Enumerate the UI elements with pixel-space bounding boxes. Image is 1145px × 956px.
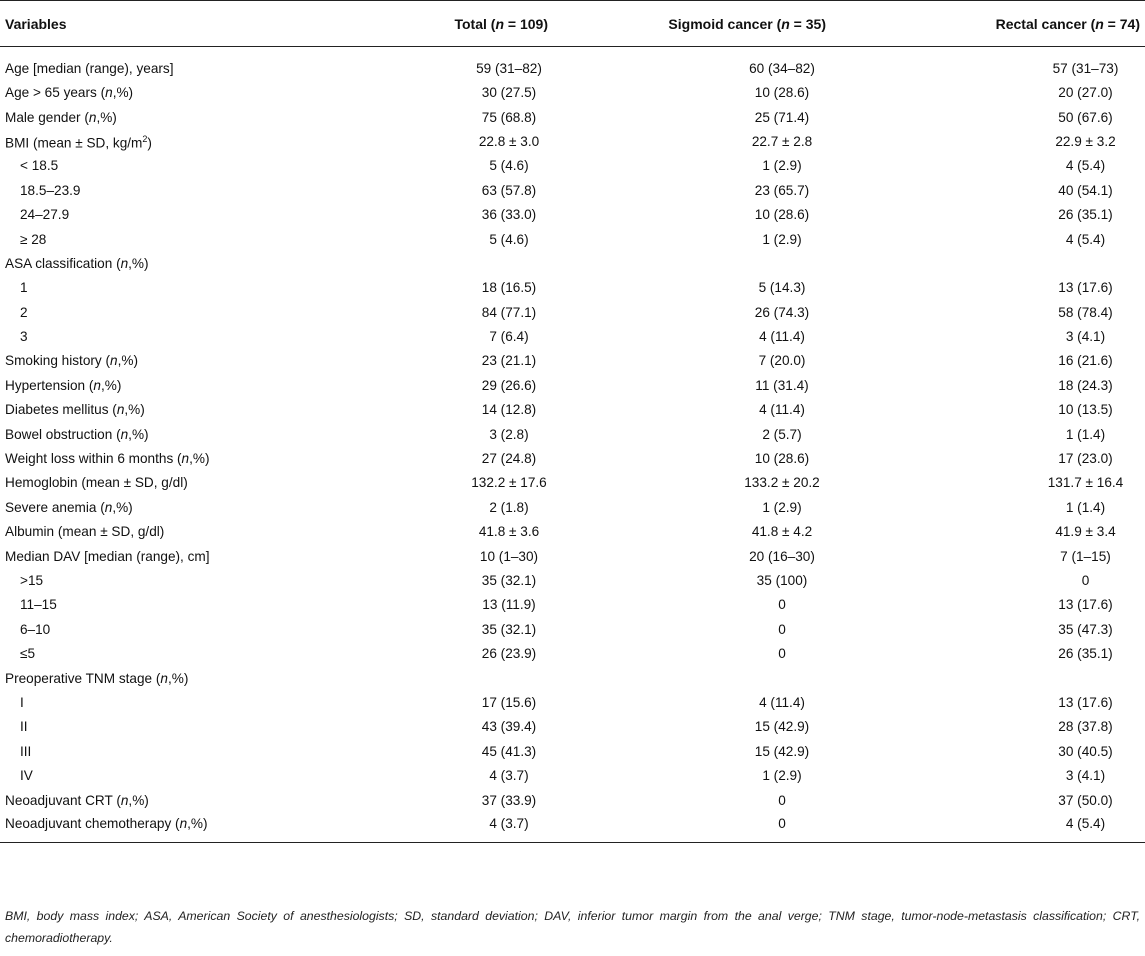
cell-rectal: 4 (5.4) bbox=[1065, 816, 1106, 832]
cell-rectal: 50 (67.6) bbox=[1058, 109, 1113, 125]
table-row bbox=[0, 105, 1145, 129]
cell-total: 29 (26.6) bbox=[481, 377, 537, 393]
row-label: 1 bbox=[20, 280, 28, 296]
header-sigmoid: Sigmoid cancer (n = 35) bbox=[668, 15, 826, 32]
cell-rectal: 22.9 ± 3.2 bbox=[1055, 133, 1116, 149]
cell-sigmoid: 15 (42.9) bbox=[754, 743, 810, 759]
cell-total: 132.2 ± 17.6 bbox=[471, 475, 547, 491]
table-row bbox=[0, 641, 1145, 665]
row-label: ≤5 bbox=[20, 646, 36, 662]
row-label: I bbox=[20, 694, 24, 710]
row-label: Smoking history (n,%) bbox=[5, 353, 138, 369]
table-row bbox=[0, 81, 1145, 105]
cell-sigmoid bbox=[608, 251, 866, 275]
cell-sigmoid: 0 bbox=[778, 621, 786, 637]
cell-rectal: 13 (17.6) bbox=[1058, 597, 1113, 613]
cell-rectal: 4 (5.4) bbox=[1065, 231, 1106, 247]
table-row bbox=[0, 495, 1145, 519]
cell-sigmoid: 20 (16–30) bbox=[749, 548, 815, 564]
cell-total: 59 (31–82) bbox=[476, 61, 542, 77]
cell-total bbox=[340, 251, 608, 275]
row-label: ≥ 28 bbox=[20, 231, 47, 247]
cell-rectal: 57 (31–73) bbox=[1052, 61, 1119, 77]
table-body bbox=[0, 47, 1145, 843]
cell-total: 5 (4.6) bbox=[489, 158, 529, 174]
cell-sigmoid: 22.7 ± 2.8 bbox=[751, 133, 813, 149]
cell-total: 35 (32.1) bbox=[481, 573, 537, 588]
row-label: Bowel obstruction (n,%) bbox=[5, 426, 149, 442]
cell-sigmoid: 10 (28.6) bbox=[754, 207, 810, 223]
cell-total: 36 (33.0) bbox=[481, 207, 537, 223]
row-label: Weight loss within 6 months (n,%) bbox=[5, 451, 210, 467]
row-label: Median DAV [median (range), cm] bbox=[5, 548, 210, 564]
cell-sigmoid: 41.8 ± 4.2 bbox=[751, 524, 813, 540]
table-row bbox=[0, 715, 1145, 739]
cell-total: 22.8 ± 3.0 bbox=[478, 133, 540, 149]
cell-rectal bbox=[866, 666, 1145, 690]
cell-sigmoid: 1 (2.9) bbox=[762, 158, 802, 174]
cell-total: 4 (3.7) bbox=[489, 816, 529, 832]
row-label: BMI (mean ± SD, $kg/m^2$) bbox=[5, 134, 152, 151]
cell-sigmoid: 15 (42.9) bbox=[754, 719, 810, 735]
cell-total: 14 (12.8) bbox=[481, 402, 537, 418]
row-label: Albumin (mean ± SD, g/dl) bbox=[5, 524, 165, 540]
row-label: 6–10 bbox=[20, 621, 51, 637]
cell-sigmoid: 2 (5.7) bbox=[762, 426, 802, 442]
table-row bbox=[0, 398, 1145, 422]
cell-total: 7 (6.4) bbox=[489, 329, 529, 345]
cell-sigmoid: 26 (74.3) bbox=[754, 304, 810, 320]
cell-sigmoid bbox=[608, 666, 866, 690]
cell-sigmoid: 10 (28.6) bbox=[754, 451, 810, 467]
table-footnote: BMI, body mass index; ASA, American Society of anesthesiologists; SD, standard deviation; DAV, inferior tumor margin from the anal verge; TNM stage, tumor-node-metastasis classification; CRT, chemoradiotherapy. bbox=[5, 909, 1140, 945]
cell-total: 18 (16.5) bbox=[481, 280, 537, 296]
row-label: < 18.5 bbox=[20, 158, 59, 174]
table-row bbox=[0, 300, 1145, 324]
table-row bbox=[0, 812, 1145, 842]
row-label: Age > 65 years (n,%) bbox=[5, 85, 134, 101]
cell-total: 35 (32.1) bbox=[481, 621, 537, 637]
cell-rectal: 30 (40.5) bbox=[1058, 743, 1113, 759]
cell-total: 43 (39.4) bbox=[481, 719, 537, 735]
table-row bbox=[0, 739, 1145, 763]
table-row bbox=[0, 129, 1145, 153]
cell-sigmoid: 1 (2.9) bbox=[762, 499, 802, 515]
row-label: Neoadjuvant chemotherapy (n,%) bbox=[5, 816, 208, 832]
cell-total: 23 (21.1) bbox=[481, 353, 537, 369]
cell-sigmoid: 0 bbox=[778, 792, 786, 808]
cell-rectal: 0 bbox=[1081, 573, 1090, 588]
cell-rectal: 3 (4.1) bbox=[1065, 329, 1106, 345]
table-row bbox=[0, 276, 1145, 300]
cell-total: 2 (1.8) bbox=[489, 499, 529, 515]
row-label: Preoperative TNM stage (n,%) bbox=[5, 670, 189, 686]
row-label: Severe anemia (n,%) bbox=[5, 499, 133, 515]
cell-total: 5 (4.6) bbox=[489, 231, 529, 247]
cell-rectal: 28 (37.8) bbox=[1058, 719, 1113, 735]
cell-sigmoid: 4 (11.4) bbox=[759, 694, 805, 710]
cell-total: 13 (11.9) bbox=[482, 597, 536, 613]
row-label: III bbox=[20, 743, 32, 759]
cell-total: 3 (2.8) bbox=[489, 426, 529, 442]
cell-sigmoid: 1 (2.9) bbox=[762, 231, 802, 247]
cell-rectal: 20 (27.0) bbox=[1058, 85, 1113, 101]
cell-sigmoid: 0 bbox=[778, 816, 786, 832]
table-row bbox=[0, 568, 1145, 592]
cell-rectal: 13 (17.6) bbox=[1058, 694, 1113, 710]
cell-rectal: 26 (35.1) bbox=[1058, 207, 1113, 223]
cell-sigmoid: 0 bbox=[778, 646, 786, 662]
table-row bbox=[0, 47, 1145, 81]
cell-total: 75 (68.8) bbox=[481, 109, 537, 125]
row-label: Age [median (range), years] bbox=[5, 61, 174, 77]
cell-sigmoid: 23 (65.7) bbox=[754, 182, 810, 198]
cell-rectal: 131.7 ± 16.4 bbox=[1047, 475, 1124, 491]
cell-rectal: 41.9 ± 3.4 bbox=[1055, 524, 1116, 540]
row-label: 18.5–23.9 bbox=[20, 182, 81, 198]
row-label: Hypertension (n,%) bbox=[5, 377, 122, 393]
cell-rectal: 3 (4.1) bbox=[1065, 768, 1106, 784]
cell-total: 41.8 ± 3.6 bbox=[478, 524, 540, 540]
table-row bbox=[0, 227, 1145, 251]
cell-rectal: 1 (1.4) bbox=[1065, 499, 1106, 515]
cell-total: 27 (24.8) bbox=[481, 451, 537, 467]
cell-total: 26 (23.9) bbox=[481, 646, 537, 662]
cell-rectal: 40 (54.1) bbox=[1058, 182, 1113, 198]
table-row bbox=[0, 202, 1145, 226]
header-row bbox=[0, 1, 1145, 47]
table-row bbox=[0, 763, 1145, 787]
row-label: 3 bbox=[20, 329, 28, 345]
cell-total: 63 (57.8) bbox=[481, 182, 537, 198]
cell-total: 84 (77.1) bbox=[481, 304, 537, 320]
cell-rectal: 37 (50.0) bbox=[1058, 792, 1113, 808]
cell-rectal: 26 (35.1) bbox=[1058, 646, 1113, 662]
cell-sigmoid: 5 (14.3) bbox=[758, 280, 806, 296]
row-label: Male gender (n,%) bbox=[5, 109, 117, 125]
table-row bbox=[0, 544, 1145, 568]
cell-rectal: 10 (13.5) bbox=[1058, 402, 1113, 418]
cell-sigmoid: 1 (2.9) bbox=[762, 768, 802, 784]
cell-rectal: 7 (1–15) bbox=[1060, 548, 1111, 564]
table-row bbox=[0, 251, 1145, 275]
row-label: 24–27.9 bbox=[20, 207, 70, 223]
cell-rectal bbox=[866, 251, 1145, 275]
table-row bbox=[0, 154, 1145, 178]
cell-total: 17 (15.6) bbox=[481, 694, 537, 710]
cell-rectal: 1 (1.4) bbox=[1065, 426, 1106, 442]
table-row bbox=[0, 788, 1145, 812]
table-header bbox=[0, 1, 1145, 47]
cell-rectal: 17 (23.0) bbox=[1058, 451, 1113, 467]
header-variables: Variables bbox=[5, 15, 67, 32]
cell-sigmoid: 4 (11.4) bbox=[759, 402, 805, 418]
cell-sigmoid: 10 (28.6) bbox=[754, 85, 810, 101]
row-label: 11–15 bbox=[20, 597, 57, 613]
cell-rectal: 13 (17.6) bbox=[1058, 280, 1113, 296]
table-row bbox=[0, 373, 1145, 397]
table-row bbox=[0, 446, 1145, 470]
cell-total: 10 (1–30) bbox=[479, 548, 539, 564]
header-rectal: Rectal cancer (n = 74) bbox=[995, 15, 1140, 32]
cell-sigmoid: 60 (34–82) bbox=[749, 61, 815, 77]
cell-sigmoid: 35 (100) bbox=[756, 573, 808, 588]
table-row bbox=[0, 324, 1145, 348]
row-label: ASA classification (n,%) bbox=[5, 255, 149, 271]
table-row bbox=[0, 422, 1145, 446]
cell-sigmoid: 0 bbox=[778, 597, 786, 613]
cell-rectal: 4 (5.4) bbox=[1065, 158, 1106, 174]
row-label: II bbox=[20, 719, 28, 735]
row-label: >15 bbox=[20, 573, 44, 588]
row-label: 2 bbox=[20, 304, 28, 320]
cell-total: 4 (3.7) bbox=[489, 768, 529, 784]
cell-sigmoid: 11 (31.4) bbox=[755, 377, 809, 393]
table-row bbox=[0, 690, 1145, 714]
table-row bbox=[0, 349, 1145, 373]
table-row bbox=[0, 178, 1145, 202]
table-row bbox=[0, 593, 1145, 617]
table-row bbox=[0, 471, 1145, 495]
table-row bbox=[0, 617, 1145, 641]
cell-sigmoid: 133.2 ± 20.2 bbox=[744, 475, 820, 491]
cell-rectal: 18 (24.3) bbox=[1058, 377, 1113, 393]
cell-rectal: 58 (78.4) bbox=[1058, 304, 1113, 320]
cell-sigmoid: 7 (20.0) bbox=[758, 353, 806, 369]
row-label: Neoadjuvant CRT (n,%) bbox=[5, 792, 149, 808]
row-label: Diabetes mellitus (n,%) bbox=[5, 402, 145, 418]
cell-rectal: 35 (47.3) bbox=[1058, 621, 1113, 637]
cell-rectal: 16 (21.6) bbox=[1058, 353, 1113, 369]
header-total: Total (n = 109) bbox=[454, 15, 548, 32]
cell-sigmoid: 25 (71.4) bbox=[754, 109, 810, 125]
row-label: Hemoglobin (mean ± SD, g/dl) bbox=[5, 475, 188, 491]
cell-total bbox=[340, 666, 608, 690]
cell-total: 30 (27.5) bbox=[481, 85, 537, 101]
table-row bbox=[0, 666, 1145, 690]
row-label: IV bbox=[20, 768, 33, 784]
table-row bbox=[0, 520, 1145, 544]
cell-sigmoid: 4 (11.4) bbox=[759, 329, 805, 345]
cell-total: 45 (41.3) bbox=[481, 743, 537, 759]
cell-total: 37 (33.9) bbox=[481, 792, 537, 808]
